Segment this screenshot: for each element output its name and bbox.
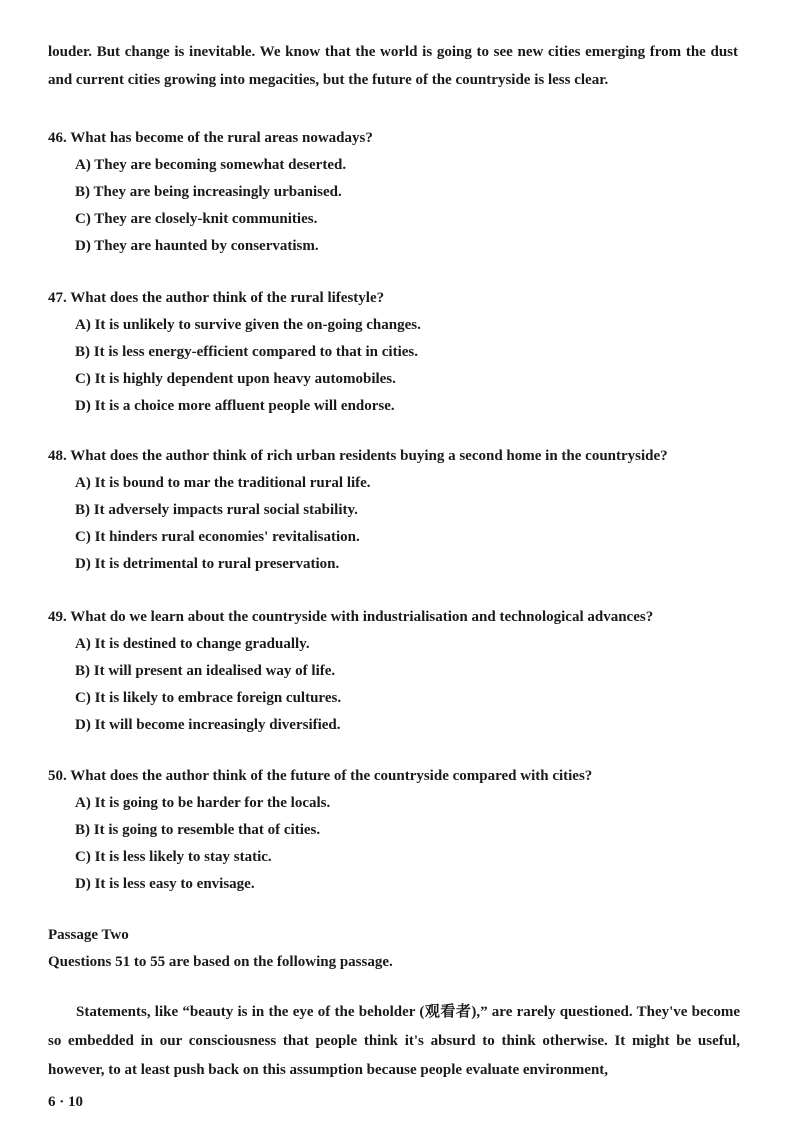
option-c[interactable]: C) It hinders rural economies' revitalisation. [75, 529, 360, 545]
option-a[interactable]: A) It is destined to change gradually. [75, 636, 310, 652]
question-stem: 50. What does the author think of the future of the countryside compared with cities? [48, 768, 593, 784]
option-b[interactable]: B) They are being increasingly urbanised. [75, 184, 342, 200]
page-number: 6 · 10 [48, 1094, 84, 1110]
question-49 [48, 603, 748, 739]
intro-paragraph: louder. But change is inevitable. We know that the world is going to see new cities emerging from the dust and current cities growing into megacities, but the future of the countryside is less clear. [48, 44, 738, 88]
question-stem: 48. What does the author think of rich urban residents buying a second home in the countryside? [48, 448, 668, 464]
option-c[interactable]: C) It is likely to embrace foreign cultures. [75, 690, 342, 706]
option-d[interactable]: D) It is less easy to envisage. [75, 876, 255, 892]
question-stem: 46. What has become of the rural areas nowadays? [48, 130, 373, 146]
question-50 [48, 762, 748, 898]
option-c[interactable]: C) It is less likely to stay static. [75, 849, 272, 865]
question-stem: 47. What does the author think of the rural lifestyle? [48, 290, 385, 306]
passage-title: Passage Two [48, 927, 129, 943]
option-d[interactable]: D) It is detrimental to rural preservation. [75, 556, 340, 572]
option-b[interactable]: B) It is less energy-efficient compared to that in cities. [75, 344, 418, 360]
option-a[interactable]: A) It is going to be harder for the locals. [75, 795, 331, 811]
passage-paragraph: Statements, like “beauty is in the eye of the beholder (观看者),” are rarely questioned. They've become so embedded in our consciousness that people think it's absurd to think otherwise. It might be useful, however, to at least push back on this assumption because people evaluate environment, [48, 1004, 740, 1078]
option-d[interactable]: D) They are haunted by conservatism. [75, 238, 319, 254]
question-48 [48, 442, 748, 578]
option-c[interactable]: C) They are closely-knit communities. [75, 211, 318, 227]
option-a[interactable]: A) It is unlikely to survive given the on-going changes. [75, 317, 421, 333]
question-46 [48, 124, 748, 260]
question-stem: 49. What do we learn about the countryside with industrialisation and technological advances? [48, 609, 654, 625]
question-47 [48, 284, 748, 420]
option-b[interactable]: B) It adversely impacts rural social stability. [75, 502, 358, 518]
option-d[interactable]: D) It will become increasingly diversified. [75, 717, 341, 733]
option-d[interactable]: D) It is a choice more affluent people will endorse. [75, 398, 395, 414]
option-a[interactable]: A) They are becoming somewhat deserted. [75, 157, 347, 173]
option-a[interactable]: A) It is bound to mar the traditional rural life. [75, 475, 371, 491]
option-b[interactable]: B) It is going to resemble that of cities. [75, 822, 321, 838]
option-c[interactable]: C) It is highly dependent upon heavy automobiles. [75, 371, 396, 387]
option-b[interactable]: B) It will present an idealised way of life. [75, 663, 336, 679]
passage-instruction: Questions 51 to 55 are based on the following passage. [48, 954, 393, 970]
